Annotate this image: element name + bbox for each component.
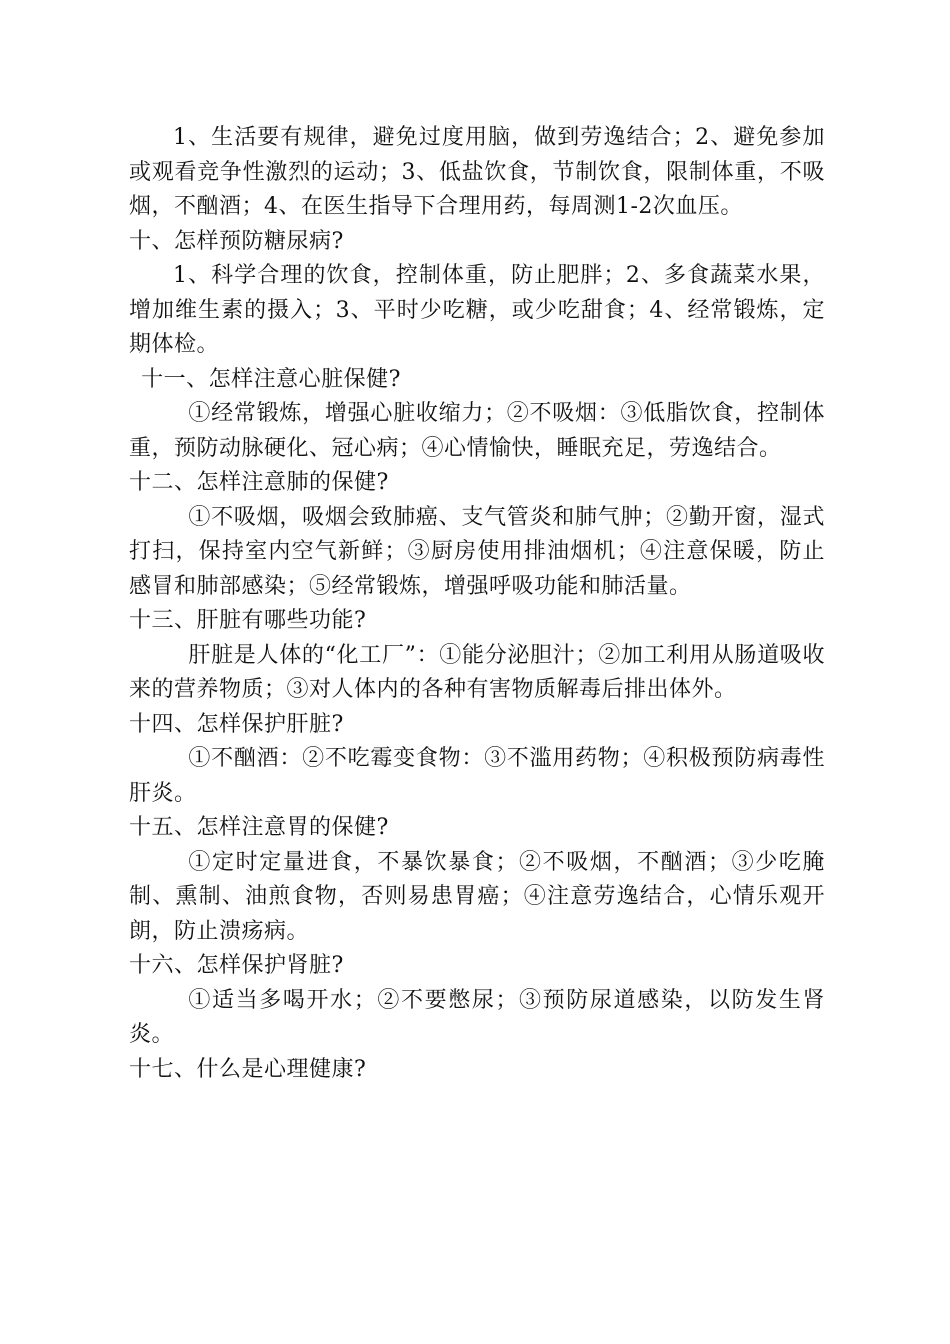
heading-liver-functions: 十三、肝脏有哪些功能? [129,608,367,633]
document-body [129,121,825,1087]
paragraph-liver-protection: ①不酗酒：②不吃霉变食物：③不滥用药物；④积极预防病毒性肝炎。 [129,746,825,806]
paragraph-liver-functions: 肝脏是人体的“化工厂”：①能分泌胆汁；②加工利用从肠道吸收来的营养物质；③对人体内的各种有害物质解毒后排出体外。 [129,642,825,702]
heading-diabetes-prevention: 十、怎样预防糖尿病? [129,228,344,254]
heading-liver-protection: 十四、怎样保护肝脏? [129,711,344,737]
heading-kidney-protection: 十六、怎样保护肾脏? [129,953,344,978]
heading-heart-care: 十一、怎样注意心脏保健? [141,366,401,392]
paragraph-diabetes-prevention: 1、科学合理的饮食，控制体重，防止肥胖；2、多食蔬菜水果，增加维生素的摄入；3、平时少吃糖，或少吃甜食；4、经常锻炼，定期体检。 [129,263,825,357]
paragraph-heart-care: ①经常锻炼，增强心脏收缩力；②不吸烟：③低脂饮食，控制体重，预防动脉硬化、冠心病；④心情愉快，睡眠充足，劳逸结合。 [129,401,825,461]
heading-stomach-care: 十五、怎样注意胃的保健? [129,815,389,840]
heading-mental-health: 十七、什么是心理健康? [129,1056,367,1082]
heading-lung-care: 十二、怎样注意肺的保健? [129,470,389,495]
paragraph-lung-care: ①不吸烟，吸烟会致肺癌、支气管炎和肺气肿；②勤开窗，湿式打扫，保持室内空气新鲜；③厨房使用排油烟机；④注意保暖，防止感冒和肺部感染；⑤经常锻炼，增强呼吸功能和肺活量。 [129,504,825,599]
paragraph-stomach-care: ①定时定量进食，不暴饮暴食；②不吸烟，不酗酒；③少吃腌制、熏制、油煎食物，否则易患胃癌；④注意劳逸结合，心情乐观开朗，防止溃疡病。 [129,849,825,944]
paragraph-hypertension-prevention: 1、生活要有规律，避免过度用脑，做到劳逸结合；2、避免参加或观看竞争性激烈的运动；3、低盐饮食，节制饮食，限制体重，不吸烟，不酗酒；4、在医生指导下合理用药，每周测1-2次血压。 [129,125,825,219]
paragraph-kidney-protection: ①适当多喝开水；②不要憋尿；③预防尿道感染，以防发生肾炎。 [129,987,825,1047]
